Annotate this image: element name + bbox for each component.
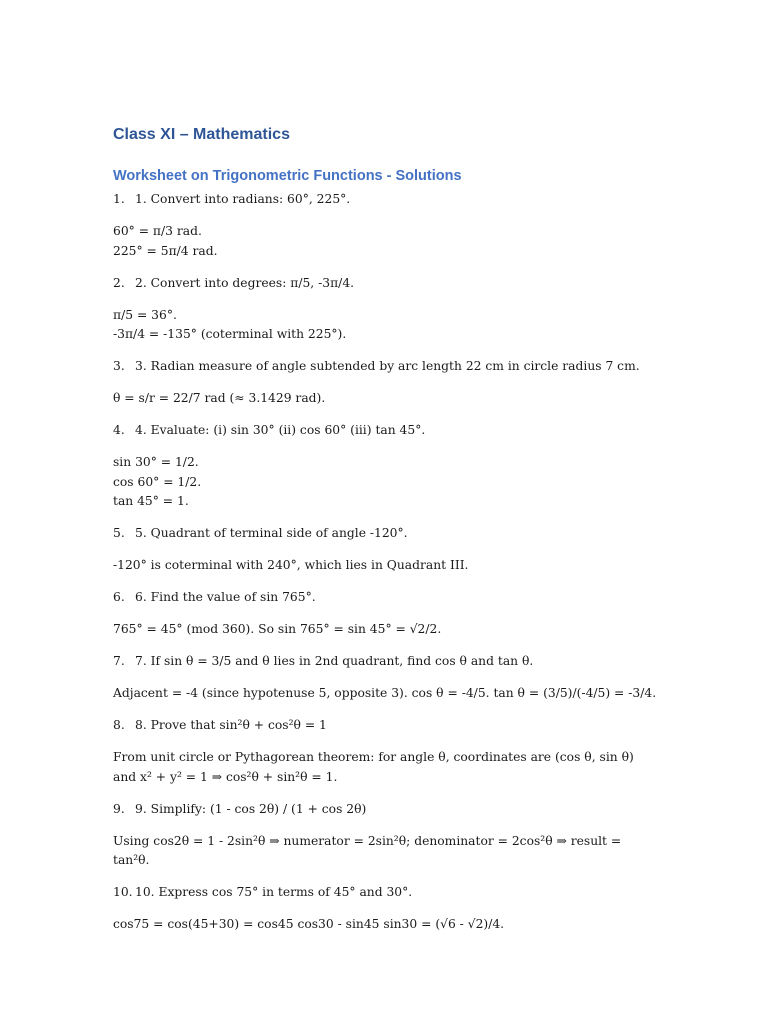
answer-block: [113, 222, 658, 261]
question-number: 8.: [113, 718, 125, 732]
question-text: 2. Convert into degrees: π/5, -3π/4.: [135, 275, 355, 290]
question-number: 5.: [113, 526, 125, 540]
question-text: 4. Evaluate: (i) sin 30° (ii) cos 60° (iii) tan 45°.: [135, 423, 426, 437]
answer-line: θ = s/r = 22/7 rad (≈ 3.1429 rad).: [113, 391, 326, 405]
question-text: 1. Convert into radians: 60°, 225°.: [135, 192, 351, 206]
document-title: Class XI – Mathematics: [113, 126, 290, 143]
question-text: 3. Radian measure of angle subtended by arc length 22 cm in circle radius 7 cm.: [135, 359, 640, 373]
answer-line: From unit circle or Pythagorean theorem: for angle θ, coordinates are (cos θ, sin θ) and x² + y² = 1 ⇒ cos²θ + sin²θ = 1.: [113, 750, 634, 784]
question-number: 7.: [113, 654, 125, 668]
answer-block: [113, 453, 658, 512]
answer-line: tan 45° = 1.: [113, 494, 189, 508]
answer-line: cos75 = cos(45+30) = cos45 cos30 - sin45 sin30 = (√6 - √2)/4.: [113, 917, 505, 931]
question-item: [113, 800, 658, 820]
question-item: [113, 652, 658, 672]
answer-line: -3π/4 = -135° (coterminal with 225°).: [113, 327, 347, 341]
question-number: 6.: [113, 590, 125, 604]
question-text: 6. Find the value of sin 765°.: [135, 590, 316, 604]
question-text: 7. If sin θ = 3/5 and θ lies in 2nd quadrant, find cos θ and tan θ.: [135, 654, 534, 668]
answer-line: -120° is coterminal with 240°, which lies in Quadrant III.: [113, 558, 469, 572]
question-text: 8. Prove that sin²θ + cos²θ = 1: [135, 718, 327, 732]
answer-line: 765° = 45° (mod 360). So sin 765° = sin 45° = √2/2.: [113, 622, 442, 636]
answer-block: [113, 832, 658, 871]
question-text: 5. Quadrant of terminal side of angle -120°.: [135, 526, 408, 540]
answer-block: [113, 748, 658, 787]
answer-line: Adjacent = -4 (since hypotenuse 5, opposite 3). cos θ = -4/5. tan θ = (3/5)/(-4/5) = -3/4.: [113, 686, 657, 700]
question-text: 9. Simplify: (1 - cos 2θ) / (1 + cos 2θ): [135, 801, 367, 816]
answer-block: [113, 620, 658, 640]
question-text: 10. Express cos 75° in terms of 45° and 30°.: [135, 885, 413, 899]
answer-line: 225° = 5π/4 rad.: [113, 243, 218, 258]
answer-block: [113, 915, 658, 935]
question-item: [113, 274, 658, 294]
answer-line: π/5 = 36°.: [113, 307, 177, 322]
question-item: [113, 588, 658, 608]
question-item: [113, 883, 658, 903]
answer-line: sin 30° = 1/2.: [113, 455, 199, 469]
question-number: 3.: [113, 359, 125, 373]
answer-block: [113, 684, 658, 704]
answer-line: cos 60° = 1/2.: [113, 474, 202, 489]
question-number: 2.: [113, 275, 125, 290]
answer-block: [113, 306, 658, 345]
answer-line: 60° = π/3 rad.: [113, 224, 202, 238]
question-item: [113, 357, 658, 377]
question-number: 10.: [113, 885, 133, 899]
question-number: 9.: [113, 801, 125, 816]
answer-block: [113, 556, 658, 576]
worksheet-page: [113, 124, 658, 947]
solutions-list: [113, 190, 658, 935]
question-item: [113, 190, 658, 210]
question-number: 1.: [113, 192, 125, 206]
question-number: 4.: [113, 423, 125, 437]
answer-line: Using cos2θ = 1 - 2sin²θ ⇒ numerator = 2sin²θ; denominator = 2cos²θ ⇒ result = tan²θ.: [113, 833, 622, 867]
document-subtitle: Worksheet on Trigonometric Functions - Solutions: [113, 168, 462, 184]
question-item: [113, 421, 658, 441]
answer-block: [113, 389, 658, 409]
question-item: [113, 524, 658, 544]
question-item: [113, 716, 658, 736]
